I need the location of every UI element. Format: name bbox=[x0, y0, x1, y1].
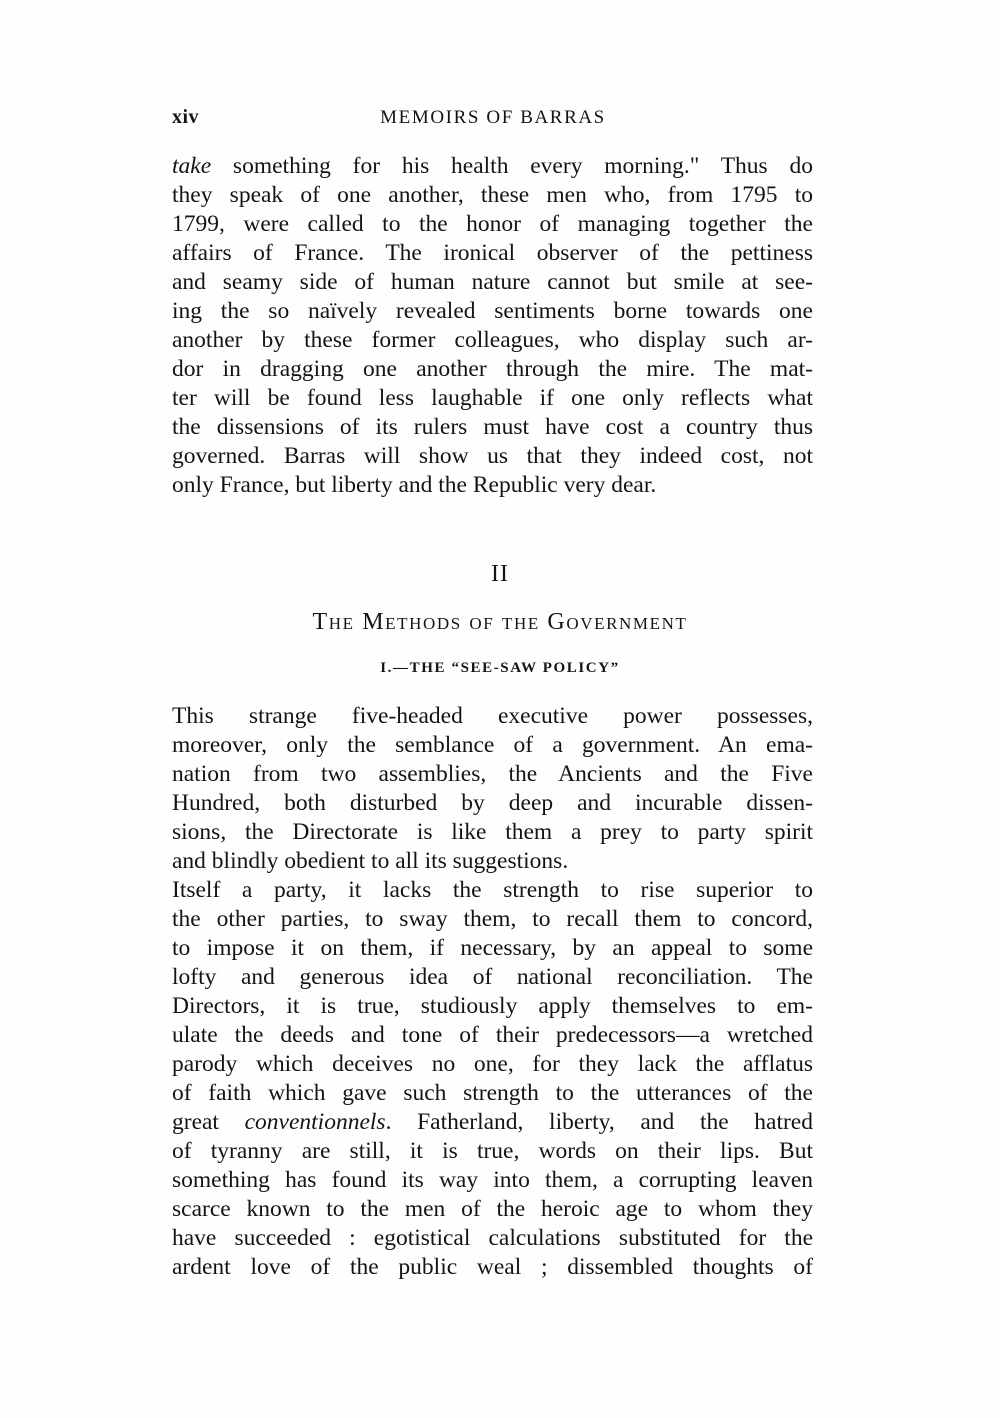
text-line: lofty and generous idea of national reconciliation. The bbox=[172, 964, 813, 990]
section-number: II bbox=[491, 561, 509, 587]
text-line: have succeeded : egotistical calculations substituted for the bbox=[172, 1225, 813, 1251]
text-line: great conventionnels. Fatherland, liberty, and the hatred bbox=[172, 1109, 813, 1135]
running-head bbox=[172, 106, 814, 130]
text-line: dor in dragging one another through the mire. The mat- bbox=[172, 356, 813, 382]
text-line: to impose it on them, if necessary, by an appeal to some bbox=[172, 935, 813, 961]
text-line-indented: Itself a party, it lacks the strength to rise superior to bbox=[172, 877, 813, 903]
text-line-indented: This strange five-headed executive power possesses, bbox=[172, 703, 813, 729]
text-line: moreover, only the semblance of a government. An ema- bbox=[172, 732, 813, 758]
text-line: ter will be found less laughable if one only reflects what bbox=[172, 385, 813, 411]
text-line: of faith which gave such strength to the utterances of the bbox=[172, 1080, 813, 1106]
text-line: Directors, it is true, studiously apply themselves to em- bbox=[172, 993, 813, 1019]
text-line: another by these former colleagues, who display such ar- bbox=[172, 327, 813, 353]
text-line: ardent love of the public weal ; dissembled thoughts of bbox=[172, 1254, 813, 1280]
text-line: ing the so naïvely revealed sentiments borne towards one bbox=[172, 298, 813, 324]
text-line: scarce known to the men of the heroic age to whom they bbox=[172, 1196, 813, 1222]
text-line: take something for his health every morning." Thus do bbox=[172, 153, 813, 179]
text-line: and seamy side of human nature cannot but smile at see- bbox=[172, 269, 813, 295]
text-line: ulate the deeds and tone of their predecessors—a wretched bbox=[172, 1022, 813, 1048]
italic-word: take bbox=[172, 153, 212, 179]
page-number: xiv bbox=[172, 106, 200, 128]
continuation-paragraph bbox=[172, 152, 813, 500]
subsection-title: I.—THE “SEE-SAW POLICY” bbox=[380, 660, 620, 676]
text-line: and blindly obedient to all its suggestions. bbox=[172, 848, 569, 874]
running-head-title: MEMOIRS OF BARRAS bbox=[380, 107, 606, 128]
paragraph bbox=[172, 876, 813, 1282]
text-line: affairs of France. The ironical observer of the pettiness bbox=[172, 240, 813, 266]
section-title: The Methods of the Government bbox=[312, 609, 688, 635]
text-line: something has found its way into them, a corrupting leaven bbox=[172, 1167, 813, 1193]
text-line: parody which deceives no one, for they lack the afflatus bbox=[172, 1051, 813, 1077]
text-line: Hundred, both disturbed by deep and incurable dissen- bbox=[172, 790, 813, 816]
text-line: only France, but liberty and the Republic very dear. bbox=[172, 472, 657, 498]
text-line: nation from two assemblies, the Ancients and the Five bbox=[172, 761, 813, 787]
text-line: of tyranny are still, it is true, words on their lips. But bbox=[172, 1138, 813, 1164]
text-line: the dissensions of its rulers must have cost a country thus bbox=[172, 414, 813, 440]
text-line: 1799, were called to the honor of managing together the bbox=[172, 211, 813, 237]
text-line: they speak of one another, these men who, from 1795 to bbox=[172, 182, 813, 208]
text-line: the other parties, to sway them, to recall them to concord, bbox=[172, 906, 813, 932]
paragraph bbox=[172, 702, 813, 876]
italic-word: conventionnels bbox=[244, 1109, 386, 1135]
text-line: sions, the Directorate is like them a prey to party spirit bbox=[172, 819, 813, 845]
text-line: governed. Barras will show us that they indeed cost, not bbox=[172, 443, 813, 469]
